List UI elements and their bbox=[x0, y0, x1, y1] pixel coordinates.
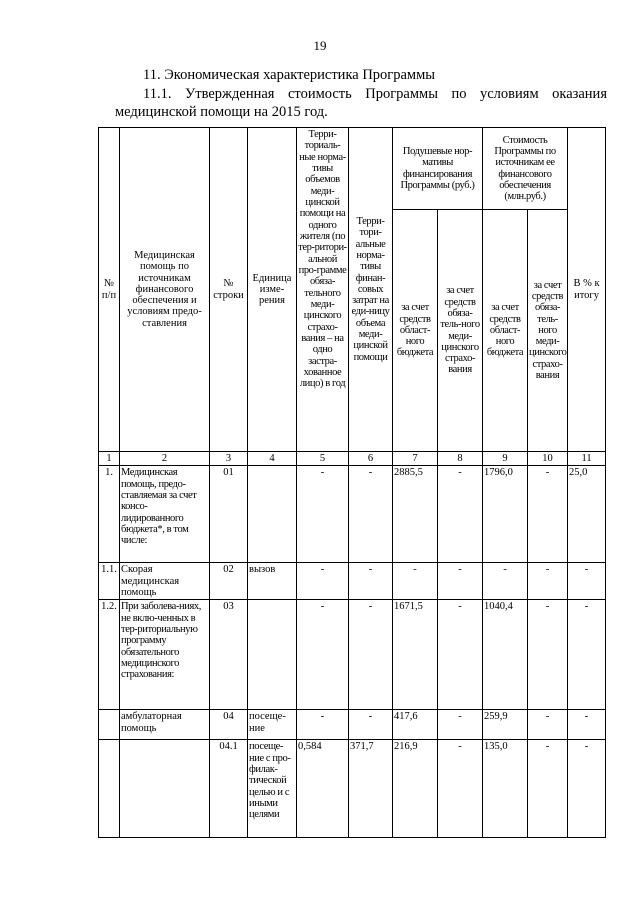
row-c6: - bbox=[349, 466, 393, 563]
row-c8: - bbox=[438, 740, 483, 838]
row-c6: - bbox=[349, 710, 393, 740]
row-c10: - bbox=[528, 466, 568, 563]
row-line: 01 bbox=[210, 466, 248, 563]
row-line: 04.1 bbox=[210, 740, 248, 838]
header-col4: Единица изме-рения bbox=[248, 128, 297, 452]
colnum-9: 9 bbox=[483, 452, 528, 466]
subsection-heading-line1: 11.1. Утвержденная стоимость Программы по условиям оказания bbox=[143, 86, 607, 102]
row-c7: 2885,5 bbox=[393, 466, 438, 563]
row-c8: - bbox=[438, 563, 483, 600]
row-c8: - bbox=[438, 466, 483, 563]
header-col2: Медицинская помощь по источникам финансового обеспечения и условиям предо-ставления bbox=[120, 128, 210, 452]
colnum-8: 8 bbox=[438, 452, 483, 466]
row-c6: - bbox=[349, 600, 393, 710]
row-line: 04 bbox=[210, 710, 248, 740]
row-c10: - bbox=[528, 740, 568, 838]
row-name: При заболева-ниях, не вклю-ченных в тер-риториальную программу обязательного медицинского страхования: bbox=[120, 600, 210, 710]
table-row bbox=[99, 710, 606, 740]
row-number bbox=[99, 710, 120, 740]
row-c10: - bbox=[528, 710, 568, 740]
row-unit: вызов bbox=[248, 563, 297, 600]
header-col6: Терри-тори-альные норма-тивы финан-совых затрат на еди-ницу объема меди-цинской помощи bbox=[349, 128, 393, 452]
row-line: 02 bbox=[210, 563, 248, 600]
colnum-10: 10 bbox=[528, 452, 568, 466]
row-c9: 259,9 bbox=[483, 710, 528, 740]
subsection-heading-line2: медицинской помощи на 2015 год. bbox=[115, 104, 328, 120]
row-c10: - bbox=[528, 563, 568, 600]
row-c8: - bbox=[438, 710, 483, 740]
row-c9: 135,0 bbox=[483, 740, 528, 838]
header-group-per-capita: Подушевые нор-мативы финансирования Программы (руб.) bbox=[393, 128, 483, 210]
row-unit: посеще-ние с про-филак-тической целью и с иными целями bbox=[248, 740, 297, 838]
row-number: 1.1. bbox=[99, 563, 120, 600]
header-col3: № строки bbox=[210, 128, 248, 452]
header-row-1 bbox=[99, 128, 606, 210]
colnum-3: 3 bbox=[210, 452, 248, 466]
row-c5: 0,584 bbox=[297, 740, 349, 838]
row-c11: - bbox=[568, 563, 606, 600]
colnum-1: 1 bbox=[99, 452, 120, 466]
program-cost-table bbox=[98, 127, 606, 838]
row-c7: 1671,5 bbox=[393, 600, 438, 710]
row-c11: - bbox=[568, 710, 606, 740]
colnum-5: 5 bbox=[297, 452, 349, 466]
header-col8: за счет средств обяза-тель-ного меди-цинского страхо-вания bbox=[438, 210, 483, 452]
row-c7: 417,6 bbox=[393, 710, 438, 740]
row-line: 03 bbox=[210, 600, 248, 710]
row-c9: 1796,0 bbox=[483, 466, 528, 563]
row-name: амбулаторная помощь bbox=[120, 710, 210, 740]
row-name: Скорая медицинская помощь bbox=[120, 563, 210, 600]
row-c9: - bbox=[483, 563, 528, 600]
row-c5: - bbox=[297, 466, 349, 563]
colnum-11: 11 bbox=[568, 452, 606, 466]
row-number: 1.2. bbox=[99, 600, 120, 710]
row-c6: - bbox=[349, 563, 393, 600]
colnum-7: 7 bbox=[393, 452, 438, 466]
row-c11: - bbox=[568, 740, 606, 838]
colnum-2: 2 bbox=[120, 452, 210, 466]
row-c5: - bbox=[297, 600, 349, 710]
colnum-4: 4 bbox=[248, 452, 297, 466]
header-col11: В % к итогу bbox=[568, 128, 606, 452]
table-row bbox=[99, 563, 606, 600]
header-group-cost: Стоимость Программы по источникам ее финансового обеспечения (млн.руб.) bbox=[483, 128, 568, 210]
row-unit: посеще-ние bbox=[248, 710, 297, 740]
header-col1: № п/п bbox=[99, 128, 120, 452]
table-row bbox=[99, 740, 606, 838]
row-number: 1. bbox=[99, 466, 120, 563]
row-c11: 25,0 bbox=[568, 466, 606, 563]
row-c7: - bbox=[393, 563, 438, 600]
row-c8: - bbox=[438, 600, 483, 710]
table-row bbox=[99, 600, 606, 710]
row-unit bbox=[248, 600, 297, 710]
header-col9: за счет средств област-ного бюджета bbox=[483, 210, 528, 452]
row-c7: 216,9 bbox=[393, 740, 438, 838]
header-col10: за счет средств обяза-тель-ного меди-цинского страхо-вания bbox=[528, 210, 568, 452]
colnum-6: 6 bbox=[349, 452, 393, 466]
row-c5: - bbox=[297, 563, 349, 600]
row-c10: - bbox=[528, 600, 568, 710]
header-col7: за счет средств област-ного бюджета bbox=[393, 210, 438, 452]
row-name bbox=[120, 740, 210, 838]
row-number bbox=[99, 740, 120, 838]
row-name: Медицинская помощь, предо-ставляемая за счет консо-лидированного бюджета*, в том числе: bbox=[120, 466, 210, 563]
section-heading: 11. Экономическая характеристика Программы bbox=[143, 67, 436, 83]
column-numbers-row bbox=[99, 452, 606, 466]
row-c9: 1040,4 bbox=[483, 600, 528, 710]
table-row bbox=[99, 466, 606, 563]
row-c5: - bbox=[297, 710, 349, 740]
row-c6: 371,7 bbox=[349, 740, 393, 838]
row-c11: - bbox=[568, 600, 606, 710]
row-unit bbox=[248, 466, 297, 563]
page-number: 19 bbox=[313, 38, 327, 53]
header-col5: Терри-ториаль-ные норма-тивы объемов меди-цинской помощи на одного жителя (по тер-ритори-альной про-грамме обяза-тельного меди-цинского страхо-вания – на одно застра-хованное лицо) в год bbox=[297, 128, 349, 452]
